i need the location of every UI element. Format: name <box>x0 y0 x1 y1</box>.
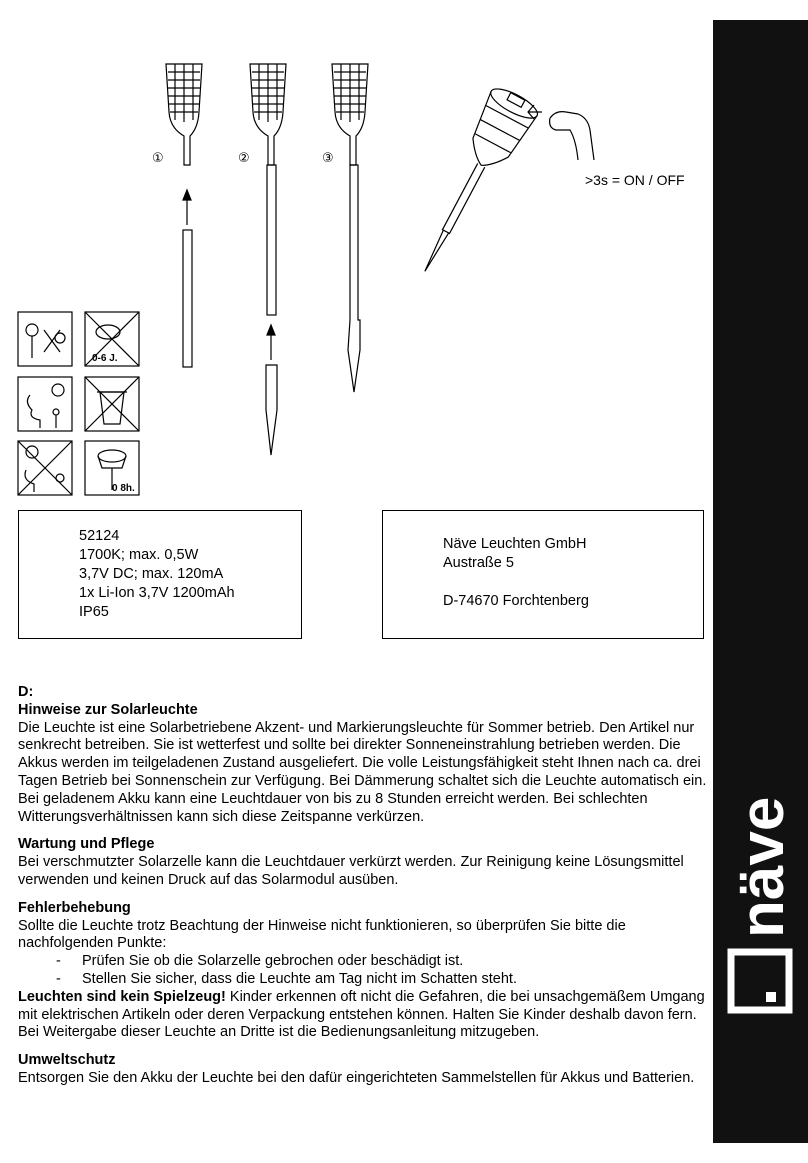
section-title: Umweltschutz <box>18 1052 116 1069</box>
age-label: 0-6 J. <box>92 353 118 364</box>
step-3-label: ③ <box>322 151 334 166</box>
spec-line: IP65 <box>79 604 109 620</box>
warning-icons <box>18 312 139 495</box>
warning-bold: Leuchten sind kein Spielzeug! <box>18 988 226 1005</box>
spec-line: 52124 <box>79 528 120 544</box>
brand-logo <box>713 720 808 1030</box>
hours-label: 0 8h. <box>112 483 135 494</box>
section-title: Wartung und Pflege <box>18 836 155 853</box>
step-2-label: ② <box>238 151 250 166</box>
list-item: - Stellen Sie sicher, dass die Leuchte am Tag nicht im Schatten steht. <box>56 970 517 987</box>
section-title: Hinweise zur Solarleuchte <box>18 701 198 718</box>
section-text: Bei verschmutzter Solarzelle kann die Leuchtdauer verkürzt werden. Zur Reinigung keine Lösungsmittel verwenden und keinen Druck auf das Solarmodul ausüben. <box>18 854 684 888</box>
pole-2 <box>267 165 276 315</box>
switch-label: >3s = ON / OFF <box>585 172 685 188</box>
instructions <box>18 684 708 1088</box>
section-title: Fehlerbehebung <box>18 899 131 916</box>
torch-head-1 <box>166 64 202 165</box>
address-box <box>382 510 704 639</box>
step-1-label: ① <box>152 151 164 166</box>
spec-line: 1700K; max. 0,5W <box>79 547 199 563</box>
section-text: Sollte die Leuchte trotz Beachtung der Hinweise nicht funktionieren, so überprüfen Sie bitte die nachfolgenden Punkte: <box>18 917 626 952</box>
hand-icon <box>550 112 594 160</box>
section-text: Die Leuchte ist eine Solarbetriebene Akzent- und Markierungsleuchte für Sommer betrieb. Den Artikel nur senkrecht betreiben. Sie ist wetterfest und sollte bei direkter Sonneneinstrahlung betrieben werden. Die Akkus werden im teilgeladenen Zustand ausgeliefert. Die volle Leistungsfähigkeit steht Ihnen nach ca. drei Tagen Betrieb bei Sonnenschein zur Verfügung. Bei Dämmerung schaltet sich die Leuchte automatisch ein. Bei geladenem Akku kann eine Leuchtdauer von bis zu 8 Stunden erreicht werden. Bei schlechten Witterungsverhältnissen kann sich diese Zeitspanne verkürzen. <box>18 719 707 825</box>
spec-line: 3,7V DC; max. 120mA <box>79 566 224 582</box>
tilted-torch <box>402 83 541 283</box>
list-item: - Prüfen Sie ob die Solarzelle gebrochen oder beschädigt ist. <box>56 953 464 970</box>
assembly-illustration <box>0 0 712 505</box>
spike-2 <box>266 365 277 455</box>
warning-text: Leuchten sind kein Spielzeug! Kinder erkennen oft nicht die Gefahren, die bei unsachgemäßem Umgang mit elektrischen Artikeln oder deren Verpackung entstehen können. Halten Sie Kinder deshalb davon fern. Bei Weitergabe dieser Leuchte an Dritte ist die Bedienungsanleitung mitzugeben. <box>18 988 705 1041</box>
pole-1 <box>183 230 192 367</box>
city: D-74670 Forchtenberg <box>443 593 589 609</box>
torch-head-3 <box>332 64 368 165</box>
street: Austraße 5 <box>443 555 514 571</box>
company-name: Näve Leuchten GmbH <box>443 536 587 552</box>
section-text: Entsorgen Sie den Akku der Leuchte bei den dafür eingerichteten Sammelstellen für Akkus und Batterien. <box>18 1069 695 1086</box>
spec-box <box>18 510 302 639</box>
checklist <box>18 953 708 989</box>
pole-3 <box>348 165 360 392</box>
spec-line: 1x Li-Ion 3,7V 1200mAh <box>79 585 235 601</box>
torch-head-2 <box>250 64 286 165</box>
language-label: D: <box>18 684 34 700</box>
brand-logo-text: näve <box>728 796 797 938</box>
